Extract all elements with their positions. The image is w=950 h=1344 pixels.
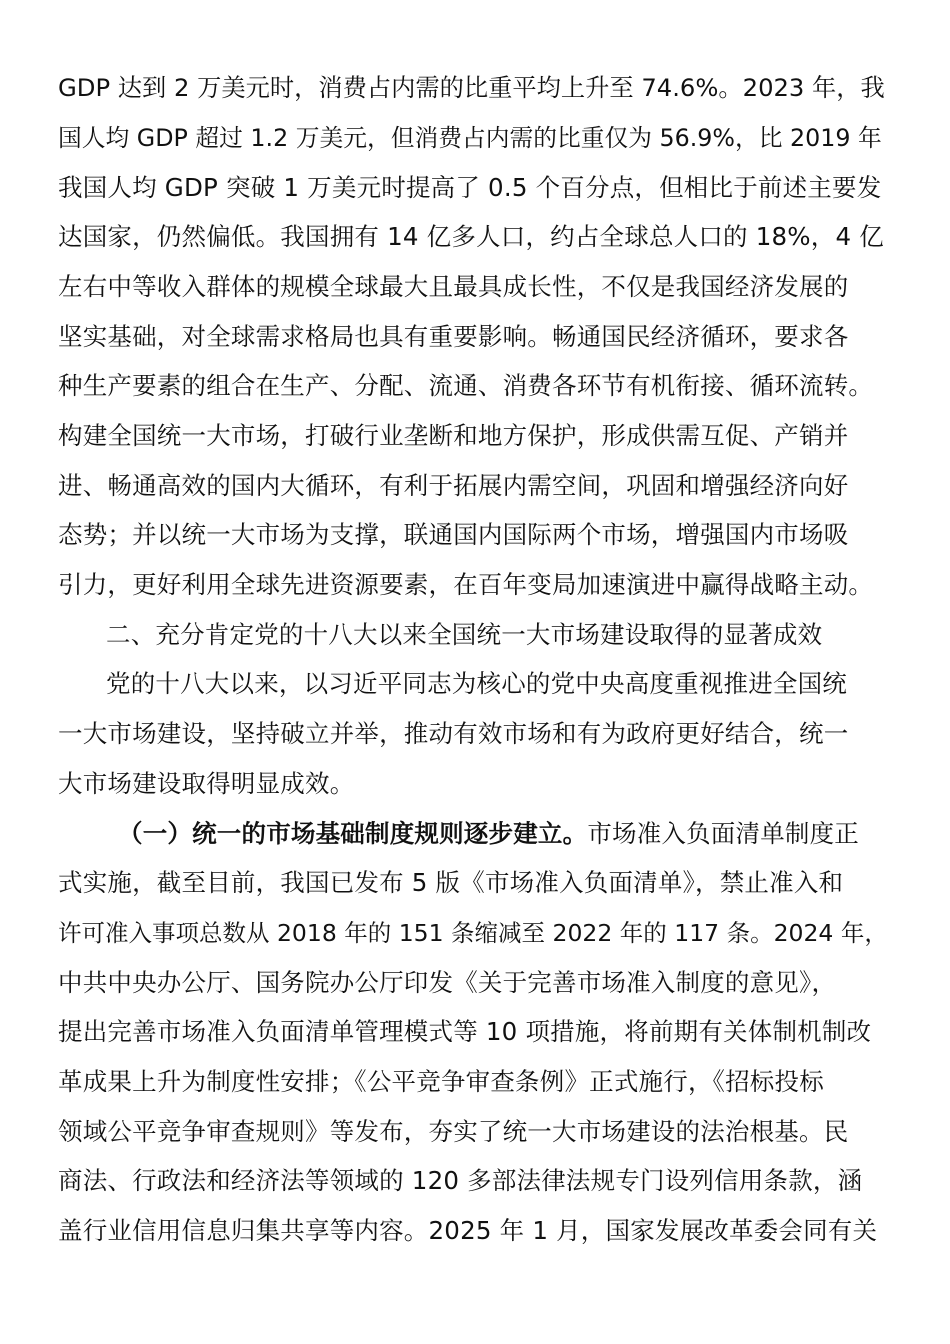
subsection-heading: （一）统一的市场基础制度规则逐步建立。 <box>118 819 588 848</box>
paragraph-line: 党的十八大以来，以习近平同志为核心的党中央高度重视推进全国统 <box>106 669 847 698</box>
paragraph-first-line <box>118 812 888 856</box>
paragraph-line: 商法、行政法和经济法等领域的 120 多部法律法规专门设列信用条款，涵 <box>58 1166 863 1195</box>
paragraph-line: GDP 达到 2 万美元时，消费占内需的比重平均上升至 74.6%。2023 年，我 <box>58 73 885 102</box>
paragraph-line: 革成果上升为制度性安排；《公平竞争审查条例》正式施行，《招标投标 <box>58 1067 824 1096</box>
paragraph-line: 态势；并以统一大市场为支撑，联通国内国际两个市场，增强国内市场吸 <box>58 520 849 549</box>
paragraph-line: 许可准入事项总数从 2018 年的 151 条缩减至 2022 年的 117 条。2024 年， <box>58 919 888 947</box>
paragraph-line: 大市场建设取得明显成效。 <box>58 769 355 798</box>
paragraph-line: 达国家，仍然偏低。我国拥有 14 亿多人口，约占全球总人口的 18%，4 亿 <box>58 222 884 251</box>
paragraph-line: 种生产要素的组合在生产、分配、流通、消费各环节有机衔接、循环流转。 <box>58 371 874 400</box>
paragraph-line: 中共中央办公厅、国务院办公厅印发《关于完善市场准入制度的意见》， <box>58 968 837 997</box>
paragraph-line: 左右中等收入群体的规模全球最大且最具成长性，不仅是我国经济发展的 <box>58 272 849 301</box>
paragraph-line: 坚实基础，对全球需求格局也具有重要影响。畅通国民经济循环，要求各 <box>58 322 849 351</box>
paragraph-line: 进、畅通高效的国内大循环，有利于拓展内需空间，巩固和增强经济向好 <box>58 471 849 500</box>
section-heading: 二、充分肯定党的十八大以来全国统一大市场建设取得的显著成效 <box>106 620 823 649</box>
paragraph-line: 引力，更好利用全球先进资源要素，在百年变局加速演进中赢得战略主动。 <box>58 570 874 599</box>
paragraph-line: 领域公平竞争审查规则》等发布，夯实了统一大市场建设的法治根基。民 <box>58 1117 849 1146</box>
paragraph-text: 市场准入负面清单制度正 <box>587 819 860 848</box>
paragraph-line: 一大市场建设，坚持破立并举，推动有效市场和有为政府更好结合，统一 <box>58 719 849 748</box>
paragraph-line: 我国人均 GDP 突破 1 万美元时提高了 0.5 个百分点，但相比于前述主要发 <box>58 173 882 202</box>
paragraph-line: 式实施，截至目前，我国已发布 5 版《市场准入负面清单》，禁止准入和 <box>58 868 844 897</box>
paragraph-line: 构建全国统一大市场，打破行业垄断和地方保护，形成供需互促、产销并 <box>58 421 849 450</box>
paragraph-line: 国人均 GDP 超过 1.2 万美元，但消费占内需的比重仅为 56.9%，比 2019 年 <box>58 124 882 152</box>
paragraph-line: 盖行业信用信息归集共享等内容。2025 年 1 月，国家发展改革委会同有关 <box>58 1216 878 1245</box>
paragraph-line: 提出完善市场准入负面清单管理模式等 10 项措施，将前期有关体制机制改 <box>58 1017 872 1046</box>
